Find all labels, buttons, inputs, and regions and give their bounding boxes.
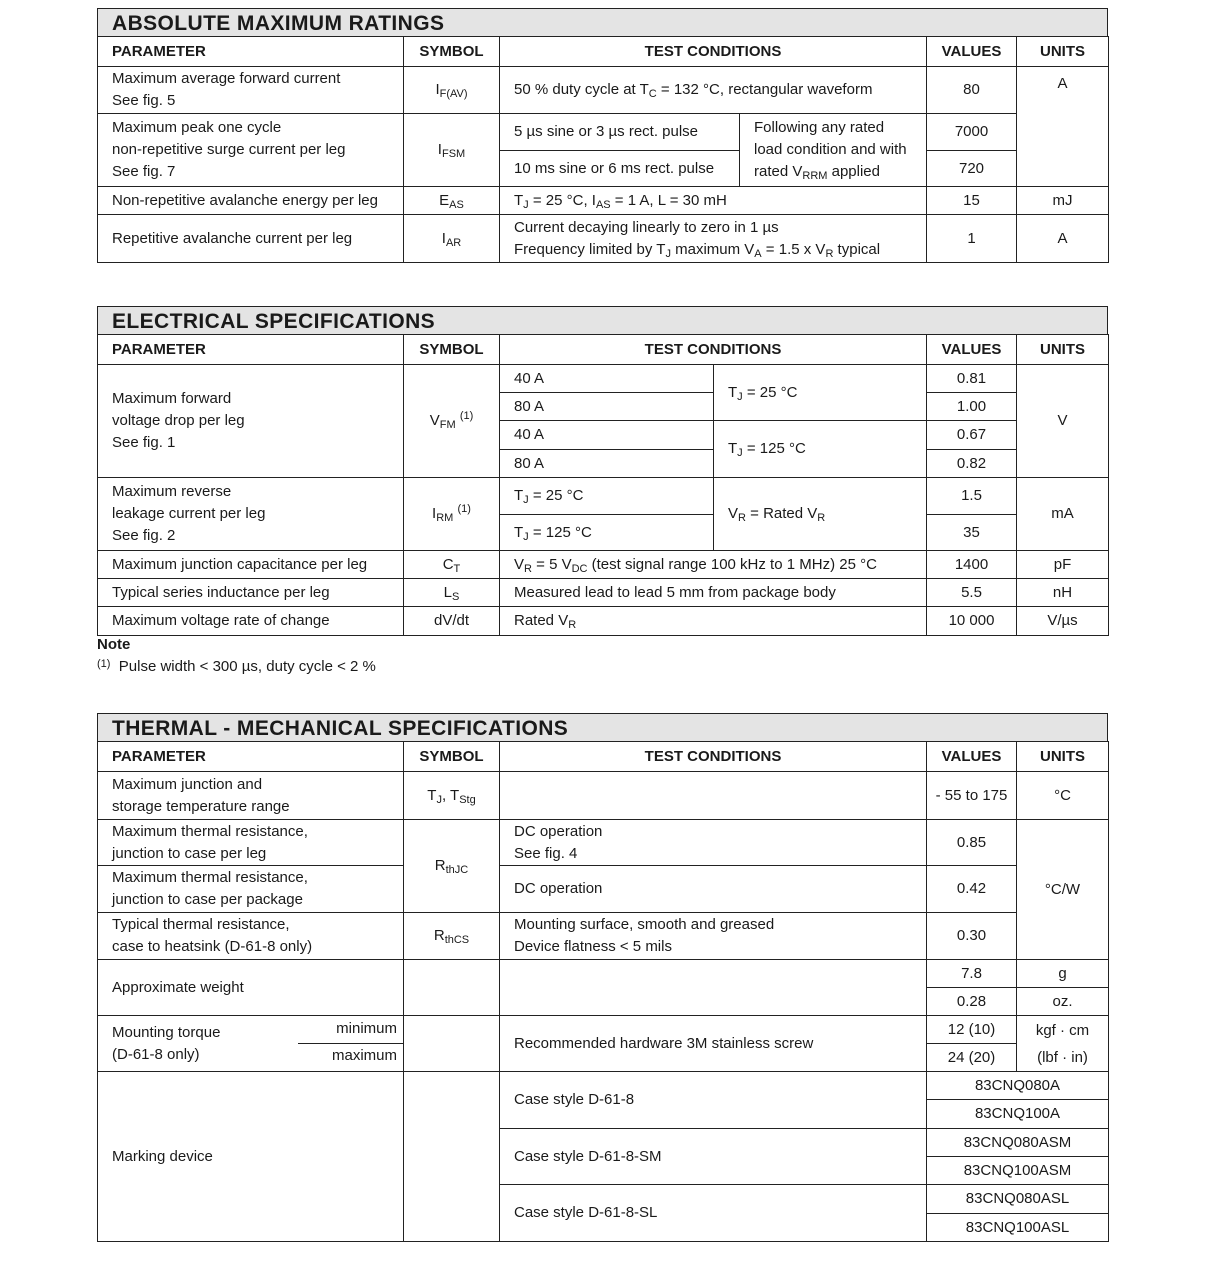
condition-cell: Current decaying linearly to zero in 1 µs Frequency limited by $T_J$ maximum $V_A = 1.5$ x $V_R$ typical bbox=[500, 215, 927, 263]
parameter-cell: Maximum voltage rate of change bbox=[98, 607, 404, 636]
symbol-cell: $I_{RM}$ $^{(1)}$ bbox=[404, 478, 500, 551]
condition-cell: Rated $V_R$ bbox=[500, 607, 927, 636]
symbol-cell: $C_T$ bbox=[404, 551, 500, 579]
marking-cell: 83CNQ100ASM bbox=[927, 1157, 1109, 1185]
unit-cell: g bbox=[1017, 960, 1109, 988]
table-row bbox=[98, 187, 1109, 215]
value-cell: 0.28 bbox=[927, 988, 1017, 1016]
parameter-cell: Maximum reverse leakage current per leg See fig. 2 bbox=[98, 478, 404, 551]
unit-cell: A bbox=[1017, 215, 1109, 263]
symbol-cell: $I_{FSM}$ bbox=[404, 114, 500, 187]
marking-cell: 83CNQ100ASL bbox=[927, 1214, 1109, 1242]
header-units: UNITS bbox=[1017, 335, 1109, 365]
parameter-cell bbox=[98, 1016, 404, 1072]
header-parameter: PARAMETER bbox=[98, 335, 404, 365]
table-title: ABSOLUTE MAXIMUM RATINGS bbox=[97, 8, 1108, 36]
table-title: THERMAL - MECHANICAL SPECIFICATIONS bbox=[97, 713, 1108, 741]
value-cell: 15 bbox=[927, 187, 1017, 215]
condition-cell: DC operation bbox=[500, 866, 927, 913]
value-cell: 1400 bbox=[927, 551, 1017, 579]
note-text: $^{(1)}$ Pulse width < 300 µs, duty cycle < 2 % bbox=[97, 658, 376, 675]
value-cell: 5.5 bbox=[927, 579, 1017, 607]
table-row bbox=[98, 1072, 1109, 1100]
header-values: VALUES bbox=[927, 742, 1017, 772]
parameter-cell: Typical series inductance per leg bbox=[98, 579, 404, 607]
unit-cell: A bbox=[1017, 67, 1109, 187]
value-cell: 1.00 bbox=[927, 393, 1017, 421]
value-cell: 0.42 bbox=[927, 866, 1017, 913]
value-cell: 1 bbox=[927, 215, 1017, 263]
parameter-cell: Maximum junction capacitance per leg bbox=[98, 551, 404, 579]
table-row bbox=[98, 607, 1109, 636]
condition-cell: Measured lead to lead 5 mm from package body bbox=[500, 579, 927, 607]
condition-cell bbox=[500, 772, 927, 820]
header-values: VALUES bbox=[927, 37, 1017, 67]
unit-cell: mA bbox=[1017, 478, 1109, 551]
torque-min-value: 12 (10) bbox=[927, 1016, 1016, 1044]
header-test-conditions: TEST CONDITIONS bbox=[500, 742, 927, 772]
marking-cell: 83CNQ080ASM bbox=[927, 1129, 1109, 1157]
table-row bbox=[98, 913, 1109, 960]
marking-cell: 83CNQ100A bbox=[927, 1100, 1109, 1129]
value-cell: 0.81 bbox=[927, 365, 1017, 393]
table-row bbox=[98, 551, 1109, 579]
torque-max-label: maximum bbox=[331, 1047, 397, 1064]
torque-max-value: 24 (20) bbox=[947, 1049, 996, 1066]
header-test-conditions: TEST CONDITIONS bbox=[500, 335, 927, 365]
symbol-cell: $I_{F(AV)}$ bbox=[404, 67, 500, 114]
symbol-cell: $R_{thJC}$ bbox=[404, 820, 500, 913]
header-units: UNITS bbox=[1017, 742, 1109, 772]
table-row bbox=[98, 114, 1109, 151]
table-row bbox=[98, 866, 1109, 913]
parameter-cell: Maximum junction and storage temperature range bbox=[98, 772, 404, 820]
header-symbol: SYMBOL bbox=[404, 335, 500, 365]
symbol-cell: $R_{thCS}$ bbox=[404, 913, 500, 960]
value-cell: - 55 to 175 bbox=[927, 772, 1017, 820]
absolute-max-ratings-table bbox=[97, 8, 1108, 263]
table-row bbox=[98, 215, 1109, 263]
value-cell: 0.30 bbox=[927, 913, 1017, 960]
unit-cell bbox=[1017, 1016, 1109, 1072]
parameter-cell: Marking device bbox=[98, 1072, 404, 1242]
value-cell: 80 bbox=[927, 67, 1017, 114]
marking-cell: 83CNQ080ASL bbox=[927, 1185, 1109, 1214]
header-values: VALUES bbox=[927, 335, 1017, 365]
condition-cell: Recommended hardware 3M stainless screw bbox=[500, 1016, 927, 1072]
header-units: UNITS bbox=[1017, 37, 1109, 67]
value-cell: 7000 bbox=[927, 114, 1017, 151]
parameter-cell: Maximum thermal resistance, junction to case per leg bbox=[98, 820, 404, 866]
unit-cell: °C/W bbox=[1017, 820, 1109, 960]
value-cell: 0.67 bbox=[927, 421, 1017, 450]
unit-cell: V bbox=[1017, 365, 1109, 478]
table-row bbox=[98, 820, 1109, 866]
symbol-cell bbox=[404, 1072, 500, 1242]
header-symbol: SYMBOL bbox=[404, 37, 500, 67]
symbol-cell bbox=[404, 1016, 500, 1072]
table-row bbox=[98, 772, 1109, 820]
table-title: ELECTRICAL SPECIFICATIONS bbox=[97, 306, 1108, 334]
value-cell: 7.8 bbox=[927, 960, 1017, 988]
parameter-cell: Maximum thermal resistance, junction to case per package bbox=[98, 866, 404, 913]
value-cell: 1.5 bbox=[927, 478, 1017, 515]
condition-cell: 80 A bbox=[500, 393, 714, 421]
table-row bbox=[98, 1016, 1109, 1072]
condition-cell: 10 ms sine or 6 ms rect. pulse bbox=[500, 151, 740, 187]
unit-cell: nH bbox=[1017, 579, 1109, 607]
unit-cell: oz. bbox=[1017, 988, 1109, 1016]
unit-cell: °C bbox=[1017, 772, 1109, 820]
condition-cell: $T_J = 25$ °C, $I_{AS} = 1$ A, L = 30 mH bbox=[500, 187, 927, 215]
condition-cell: $T_J = 125$ °C bbox=[714, 421, 927, 478]
condition-cell: $V_R = 5$ $V_{DC}$ (test signal range 100 kHz to 1 MHz) 25 °C bbox=[500, 551, 927, 579]
parameter-cell: Typical thermal resistance, case to heatsink (D-61-8 only) bbox=[98, 913, 404, 960]
condition-cell: $T_J = 25$ °C bbox=[500, 478, 714, 515]
torque-unit-metric: kgf · cm bbox=[1035, 1021, 1090, 1039]
condition-cell: $T_J = 125$ °C bbox=[500, 515, 714, 551]
unit-cell: V/µs bbox=[1017, 607, 1109, 636]
marking-cell: 83CNQ080A bbox=[927, 1072, 1109, 1100]
condition-cell: 40 A bbox=[500, 365, 714, 393]
table-row bbox=[98, 478, 1109, 515]
torque-label: Mounting torque (D-61-8 only) bbox=[112, 1024, 221, 1063]
header-parameter: PARAMETER bbox=[98, 742, 404, 772]
value-cell: 35 bbox=[927, 515, 1017, 551]
parameter-cell: Maximum average forward current See fig. 5 bbox=[98, 67, 404, 114]
symbol-cell: $L_S$ bbox=[404, 579, 500, 607]
electrical-specs-table bbox=[97, 306, 1108, 636]
value-cell: 720 bbox=[927, 151, 1017, 187]
table-row bbox=[98, 960, 1109, 988]
table-row bbox=[98, 365, 1109, 393]
symbol-cell: $I_{AR}$ bbox=[404, 215, 500, 263]
condition-cell: Mounting surface, smooth and greased Device flatness < 5 mils bbox=[500, 913, 927, 960]
table-row bbox=[98, 67, 1109, 114]
condition-cell: 50 % duty cycle at $T_C = 132$ °C, rectangular waveform bbox=[500, 67, 927, 114]
parameter-cell: Maximum forward voltage drop per leg See fig. 1 bbox=[98, 365, 404, 478]
condition-cell: 80 A bbox=[500, 450, 714, 478]
condition-cell: 5 µs sine or 3 µs rect. pulse bbox=[500, 114, 740, 151]
parameter-cell: Maximum peak one cycle non-repetitive surge current per leg See fig. 7 bbox=[98, 114, 404, 187]
symbol-cell: $E_{AS}$ bbox=[404, 187, 500, 215]
symbol-cell: $V_{FM}$ $^{(1)}$ bbox=[404, 365, 500, 478]
condition-cell: Case style D-61-8 bbox=[500, 1072, 927, 1129]
parameter-cell: Non-repetitive avalanche energy per leg bbox=[98, 187, 404, 215]
condition-cell: 40 A bbox=[500, 421, 714, 450]
thermal-mechanical-specs-table bbox=[97, 713, 1108, 1242]
symbol-cell: dV/dt bbox=[404, 607, 500, 636]
torque-min-label: minimum bbox=[336, 1020, 397, 1037]
note-title: Note bbox=[97, 636, 131, 653]
table-row bbox=[98, 579, 1109, 607]
condition-cell: $V_R$ = Rated $V_R$ bbox=[714, 478, 927, 551]
header-test-conditions: TEST CONDITIONS bbox=[500, 37, 927, 67]
condition-side-cell: Following any rated load condition and with rated $V_{RRM}$ applied bbox=[740, 114, 927, 187]
parameter-cell: Repetitive avalanche current per leg bbox=[98, 215, 404, 263]
condition-cell: $T_J = 25$ °C bbox=[714, 365, 927, 421]
torque-unit-imperial: (lbf · in) bbox=[1037, 1048, 1088, 1066]
unit-cell: pF bbox=[1017, 551, 1109, 579]
value-cell: 0.82 bbox=[927, 450, 1017, 478]
condition-cell: Case style D-61-8-SL bbox=[500, 1185, 927, 1242]
torque-divider bbox=[298, 1043, 403, 1044]
header-parameter: PARAMETER bbox=[98, 37, 404, 67]
condition-cell bbox=[500, 960, 927, 1016]
symbol-cell bbox=[404, 960, 500, 1016]
value-cell bbox=[927, 1016, 1017, 1072]
header-symbol: SYMBOL bbox=[404, 742, 500, 772]
value-cell: 0.85 bbox=[927, 820, 1017, 866]
value-cell: 10 000 bbox=[927, 607, 1017, 636]
symbol-cell: $T_J$, $T_{Stg}$ bbox=[404, 772, 500, 820]
parameter-cell: Approximate weight bbox=[98, 960, 404, 1016]
unit-cell: mJ bbox=[1017, 187, 1109, 215]
condition-cell: Case style D-61-8-SM bbox=[500, 1129, 927, 1185]
condition-cell: DC operation See fig. 4 bbox=[500, 820, 927, 866]
